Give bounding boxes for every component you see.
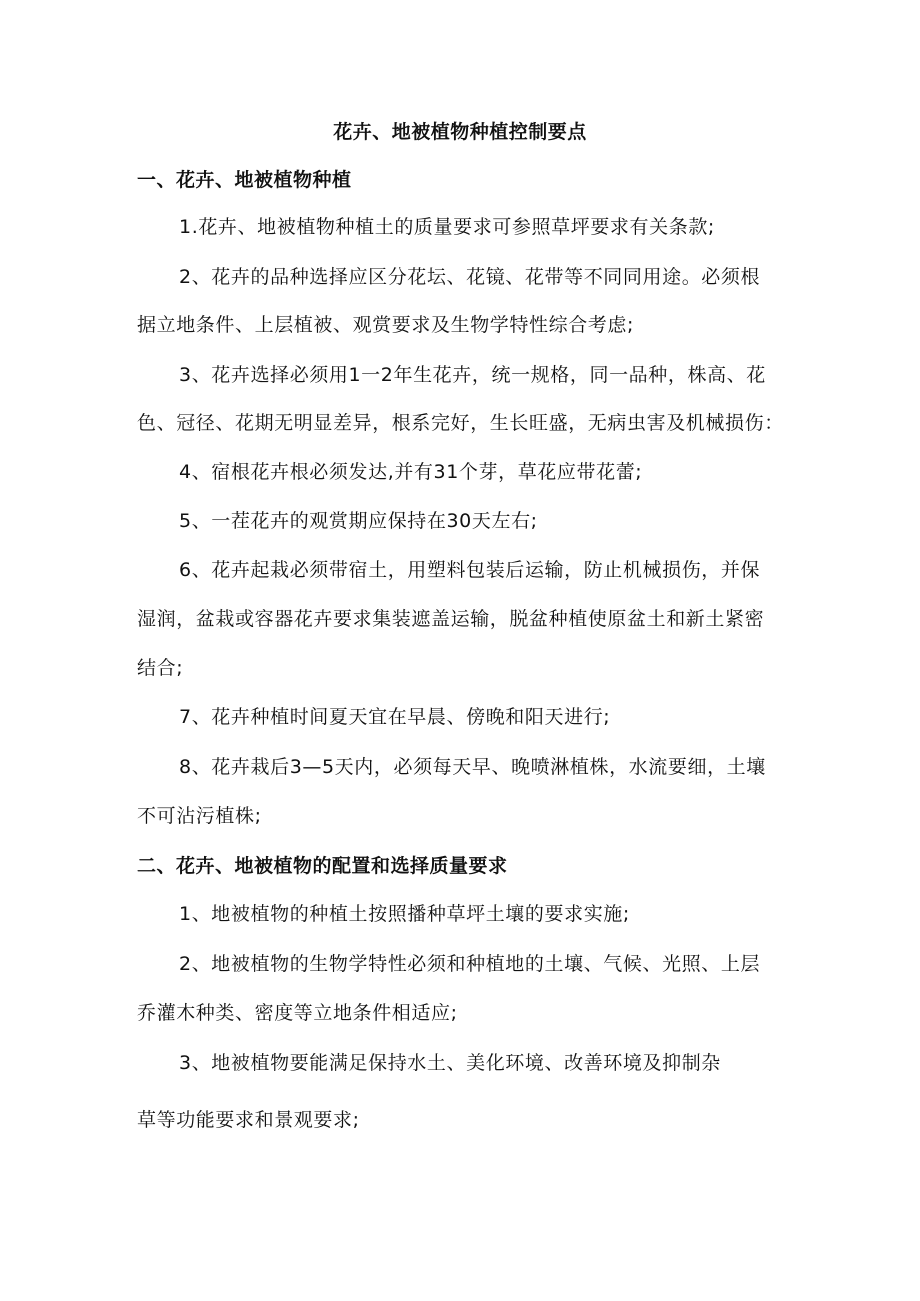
- s1-line-8: 6、花卉起栽必须带宿土，用塑料包装后运输，防止机械损伤，并保: [179, 559, 761, 581]
- s2-line-1: 1、地被植物的种植土按照播种草坪土壤的要求实施;: [179, 903, 630, 925]
- s1-line-9: 湿润，盆栽或容器花卉要求集装遮盖运输，脱盆种植使原盆土和新土紧密: [137, 608, 765, 630]
- s1-line-11: 7、花卉种植时间夏天宜在早晨、傍晚和阳天进行;: [179, 706, 611, 728]
- s1-line-1: 1.花卉、地被植物种植土的质量要求可参照草坪要求有关条款;: [179, 216, 715, 238]
- s1-line-2: 2、花卉的品种选择应区分花坛、花镜、花带等不同同用途。必须根: [179, 266, 761, 288]
- section-2-heading: 二、花卉、地被植物的配置和选择质量要求: [137, 855, 508, 877]
- s1-line-3: 据立地条件、上层植被、观赏要求及生物学特性综合考虑;: [137, 314, 635, 336]
- s2-line-2: 2、地被植物的生物学特性必须和种植地的土壤、气候、光照、上层: [179, 953, 761, 975]
- s1-line-6: 4、宿根花卉根必须发达,并有31个芽，草花应带花蕾;: [179, 461, 643, 483]
- section-1-heading: 一、花卉、地被植物种植: [137, 169, 352, 191]
- s1-line-13: 不可沾污植株;: [137, 805, 262, 827]
- s1-line-10: 结合;: [137, 657, 184, 679]
- s1-line-7: 5、一茬花卉的观赏期应保持在30天左右;: [179, 510, 538, 532]
- s1-line-5: 色、冠径、花期无明显差异，根系完好，生长旺盛，无病虫害及机械损伤：: [137, 412, 784, 434]
- s2-line-4: 3、地被植物要能满足保持水土、美化环境、改善环境及抑制杂: [179, 1052, 721, 1074]
- document-title: 花卉、地被植物种植控制要点: [333, 121, 587, 143]
- s1-line-4: 3、花卉选择必须用1一2年生花卉，统一规格，同一品种，株高、花: [179, 364, 766, 386]
- s2-line-5: 草等功能要求和景观要求;: [137, 1109, 360, 1131]
- s1-line-12: 8、花卉栽后3—5天内，必须每天早、晚喷淋植株，水流要细，土壤: [179, 756, 766, 778]
- s2-line-3: 乔灌木种类、密度等立地条件相适应;: [137, 1002, 458, 1024]
